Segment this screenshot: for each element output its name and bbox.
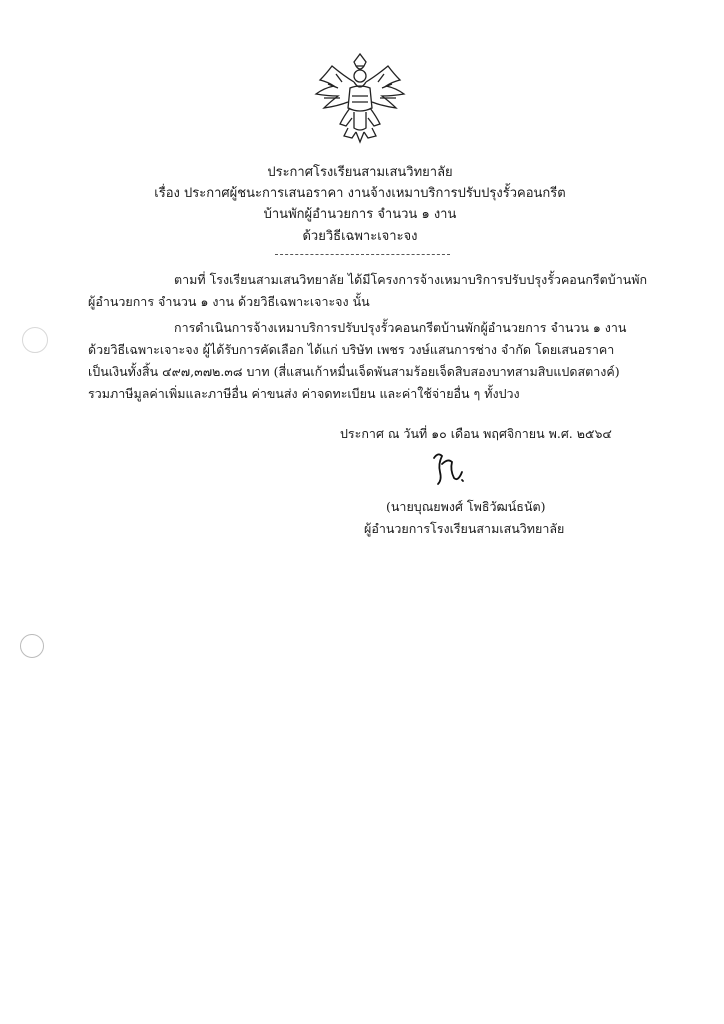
- paragraph-2-line-2: ด้วยวิธีเฉพาะเจาะจง ผู้ได้รับการคัดเลือก ได้แก่ บริษัท เพชร วงษ์แสนการช่าง จำกัด โดยเสนอราคา: [88, 342, 615, 357]
- punch-hole-mark: [20, 634, 44, 658]
- announcement-subject: เรื่อง ประกาศผู้ชนะการเสนอราคา งานจ้างเหมาบริการปรับปรุงรั้วคอนกรีต: [154, 186, 566, 201]
- signer-name: (นายบุณยพงศ์ โพธิวัฒน์ธนัต): [386, 499, 546, 514]
- signer-position: ผู้อำนวยการโรงเรียนสามเสนวิทยาลัย: [364, 521, 565, 536]
- garuda-emblem-icon: [310, 52, 410, 144]
- paragraph-2-line-3: เป็นเงินทั้งสิ้น ๔๙๗,๓๗๒.๓๘ บาท (สี่แสนเก้าหมื่นเจ็ดพันสามร้อยเจ็ดสิบสองบาทสามสิบแปดสตางค์): [88, 364, 620, 379]
- paragraph-2-line-4: รวมภาษีมูลค่าเพิ่มและภาษีอื่น ค่าขนส่ง ค่าจดทะเบียน และค่าใช้จ่ายอื่น ๆ ทั้งปวง: [88, 386, 520, 401]
- announcement-method: ด้วยวิธีเฉพาะเจาะจง: [302, 229, 418, 244]
- paragraph-2-line-1: การดำเนินการจ้างเหมาบริการปรับปรุงรั้วคอนกรีตบ้านพักผู้อำนวยการ จำนวน ๑ งาน: [174, 320, 627, 335]
- paragraph-1-line-2: ผู้อำนวยการ จำนวน ๑ งาน ด้วยวิธีเฉพาะเจาะจง นั้น: [88, 294, 370, 309]
- paragraph-1-line-1: ตามที่ โรงเรียนสามเสนวิทยาลัย ได้มีโครงการจ้างเหมาบริการปรับปรุงรั้วคอนกรีตบ้านพัก: [174, 272, 648, 287]
- announcement-title: ประกาศโรงเรียนสามเสนวิทยาลัย: [267, 165, 453, 180]
- title-divider: [275, 254, 450, 255]
- announcement-date: ประกาศ ณ วันที่ ๑๐ เดือน พฤศจิกายน พ.ศ. ๒๕๖๔: [340, 426, 612, 441]
- announcement-subject-line2: บ้านพักผู้อำนวยการ จำนวน ๑ งาน: [263, 207, 457, 222]
- signature-icon: [428, 450, 468, 488]
- punch-hole-mark: [22, 327, 48, 353]
